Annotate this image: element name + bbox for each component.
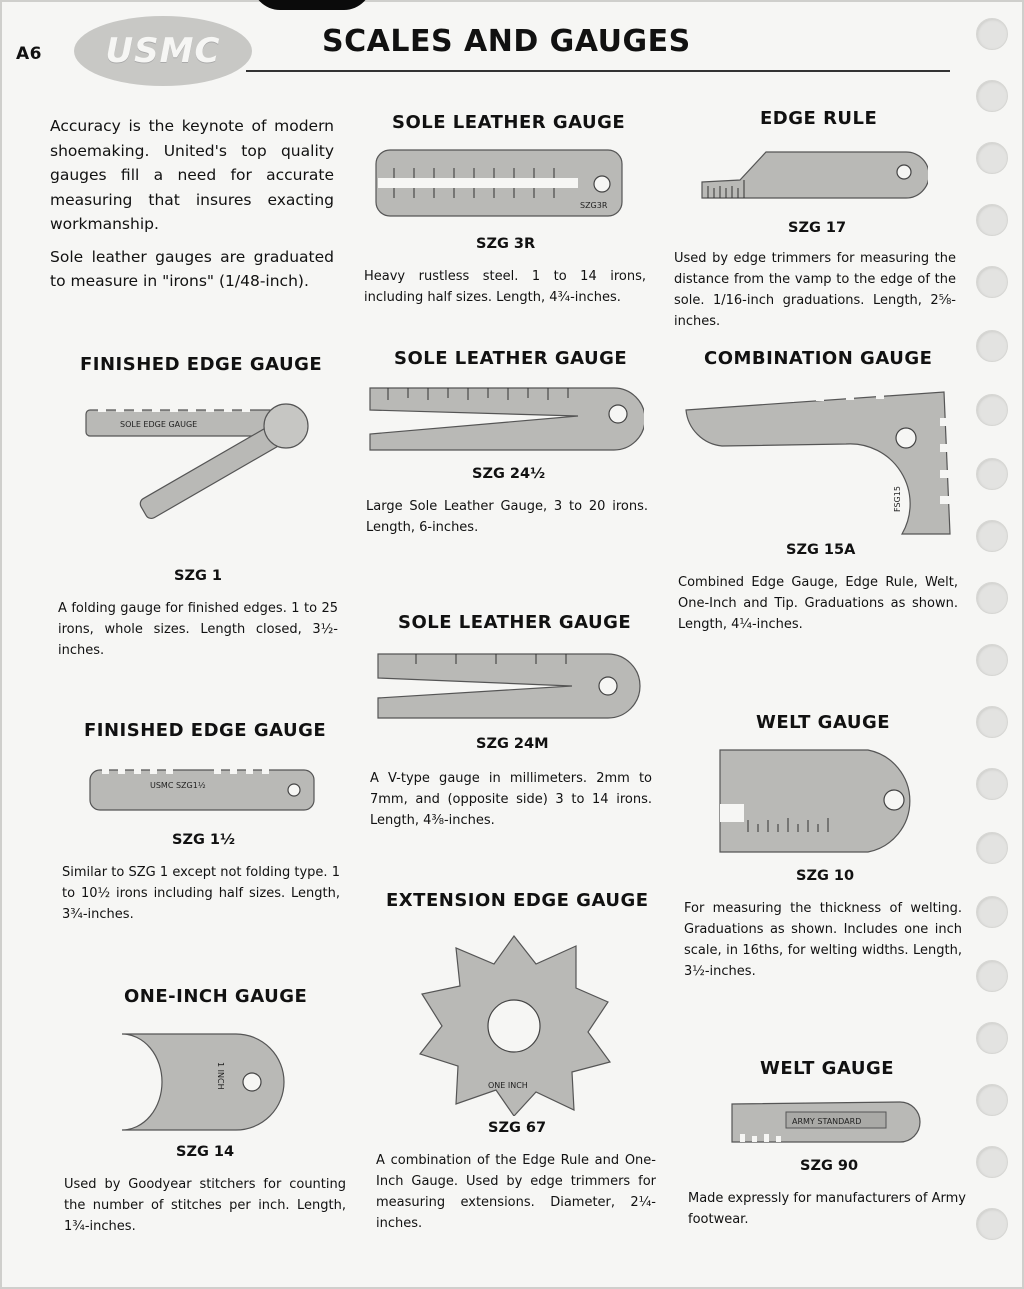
binder-hole bbox=[976, 768, 1008, 800]
binder-holes bbox=[976, 18, 1014, 1288]
szg17-description: Used by edge trimmers for measuring the distance from the vamp to the edge of the sole. 1/16-inch graduations. Length, 2⅝-inches. bbox=[674, 251, 956, 329]
binder-hole bbox=[976, 1022, 1008, 1054]
binder-hole bbox=[976, 204, 1008, 236]
szg3r-gauge-image bbox=[374, 148, 626, 220]
szg14-gauge-image bbox=[118, 1030, 286, 1134]
szg24half-gauge-image bbox=[368, 384, 644, 454]
szg17-code: SZG 17 bbox=[788, 220, 847, 236]
szg15a-description: Combined Edge Gauge, Edge Rule, Welt, One-Inch and Tip. Graduations as shown. Length, 4¼-inches. bbox=[678, 575, 958, 632]
title-rule bbox=[246, 70, 950, 72]
binder-hole bbox=[976, 832, 1008, 864]
szg10-code: SZG 10 bbox=[796, 868, 855, 884]
page-number: A6 bbox=[16, 44, 42, 64]
szg15a-code: SZG 15A bbox=[786, 542, 856, 558]
szg1-gauge-image bbox=[80, 396, 320, 566]
binder-hole bbox=[976, 330, 1008, 362]
binder-hole bbox=[976, 520, 1008, 552]
szg14-code: SZG 14 bbox=[176, 1144, 235, 1160]
szg1half-heading: FINISHED EDGE GAUGE bbox=[84, 720, 327, 741]
szg1half-engraving: USMC SZG1½ bbox=[150, 781, 206, 790]
szg3r-code: SZG 3R bbox=[476, 236, 536, 252]
binder-hole bbox=[976, 706, 1008, 738]
szg67-description: A combination of the Edge Rule and One-Inch Gauge. Used by edge trimmers for measuring extensions. Diameter, 2¼-inches. bbox=[376, 1153, 656, 1231]
binder-hole bbox=[976, 1146, 1008, 1178]
szg24m-gauge-image bbox=[376, 652, 642, 720]
szg14-description: Used by Goodyear stitchers for counting the number of stitches per inch. Length, 1¾-inches. bbox=[64, 1177, 346, 1234]
szg90-gauge-image bbox=[730, 1098, 924, 1146]
szg24m-description: A V-type gauge in millimeters. 2mm to 7mm, and (opposite side) 3 to 14 irons. Length, 4⅜-inches. bbox=[370, 771, 652, 828]
szg17-gauge-image bbox=[700, 150, 928, 202]
szg67-code: SZG 67 bbox=[488, 1120, 547, 1136]
szg17-heading: EDGE RULE bbox=[760, 108, 878, 129]
szg3r-engraving: SZG3R bbox=[580, 201, 608, 210]
logo-text: USMC bbox=[105, 31, 221, 71]
binder-hole bbox=[976, 1208, 1008, 1240]
usmc-logo bbox=[74, 16, 252, 86]
szg3r-description: Heavy rustless steel. 1 to 14 irons, including half sizes. Length, 4¾-inches. bbox=[364, 269, 646, 305]
szg90-description: Made expressly for manufacturers of Army footwear. bbox=[688, 1191, 966, 1227]
szg10-description: For measuring the thickness of welting. Graduations as shown. Includes one inch scale, in 16ths, for welting widths. Length, 3½-inches. bbox=[684, 901, 962, 979]
szg15a-heading: COMBINATION GAUGE bbox=[704, 348, 933, 369]
intro-paragraph: Sole leather gauges are graduated to measure in "irons" (1/48-inch). bbox=[50, 247, 334, 290]
szg90-heading: WELT GAUGE bbox=[760, 1058, 895, 1079]
binder-hole bbox=[976, 394, 1008, 426]
szg3r-heading: SOLE LEATHER GAUGE bbox=[392, 112, 626, 133]
binder-hole bbox=[976, 582, 1008, 614]
szg14-engraving: 1 INCH bbox=[216, 1062, 225, 1090]
szg67-engraving: ONE INCH bbox=[488, 1081, 528, 1090]
binder-hole bbox=[976, 80, 1008, 112]
szg90-engraving: ARMY STANDARD bbox=[792, 1117, 862, 1126]
szg10-gauge-image bbox=[718, 748, 926, 854]
binder-hole bbox=[976, 1084, 1008, 1116]
binder-hole bbox=[976, 458, 1008, 490]
page-title: SCALES AND GAUGES bbox=[322, 24, 691, 59]
binder-hole bbox=[976, 18, 1008, 50]
szg90-code: SZG 90 bbox=[800, 1158, 859, 1174]
szg24half-code: SZG 24½ bbox=[472, 466, 546, 482]
binder-hole bbox=[976, 960, 1008, 992]
notches bbox=[98, 404, 250, 412]
szg10-heading: WELT GAUGE bbox=[756, 712, 891, 733]
intro-text bbox=[50, 114, 334, 302]
szg1half-description: Similar to SZG 1 except not folding type. 1 to 10½ irons including half sizes. Length, 3¾-inches. bbox=[62, 865, 340, 922]
szg67-gauge-image bbox=[416, 932, 612, 1116]
szg1-heading: FINISHED EDGE GAUGE bbox=[80, 354, 323, 375]
intro-paragraph: Accuracy is the keynote of modern shoemaking. United's top quality gauges fill a need for accurate measuring that insures exacting workmanship. bbox=[50, 117, 334, 233]
binder-hole bbox=[976, 896, 1008, 928]
top-decoration bbox=[252, 0, 372, 10]
szg24m-heading: SOLE LEATHER GAUGE bbox=[398, 612, 632, 633]
szg1half-code: SZG 1½ bbox=[172, 832, 236, 848]
szg1-code: SZG 1 bbox=[174, 568, 222, 584]
binder-hole bbox=[976, 266, 1008, 298]
szg14-heading: ONE-INCH GAUGE bbox=[124, 986, 308, 1007]
szg24half-heading: SOLE LEATHER GAUGE bbox=[394, 348, 628, 369]
szg15a-gauge-image bbox=[682, 388, 954, 538]
szg24half-description: Large Sole Leather Gauge, 3 to 20 irons. Length, 6-inches. bbox=[366, 499, 648, 535]
szg1-engraving: SOLE EDGE GAUGE bbox=[120, 420, 198, 429]
binder-hole bbox=[976, 644, 1008, 676]
szg1half-gauge-image bbox=[88, 762, 318, 818]
szg1-description: A folding gauge for finished edges. 1 to 25 irons, whole sizes. Length closed, 3½-inches. bbox=[58, 601, 338, 658]
szg15a-engraving: FSG15 bbox=[893, 486, 902, 512]
szg24m-code: SZG 24M bbox=[476, 736, 549, 752]
szg67-heading: EXTENSION EDGE GAUGE bbox=[386, 890, 649, 911]
binder-hole bbox=[976, 142, 1008, 174]
